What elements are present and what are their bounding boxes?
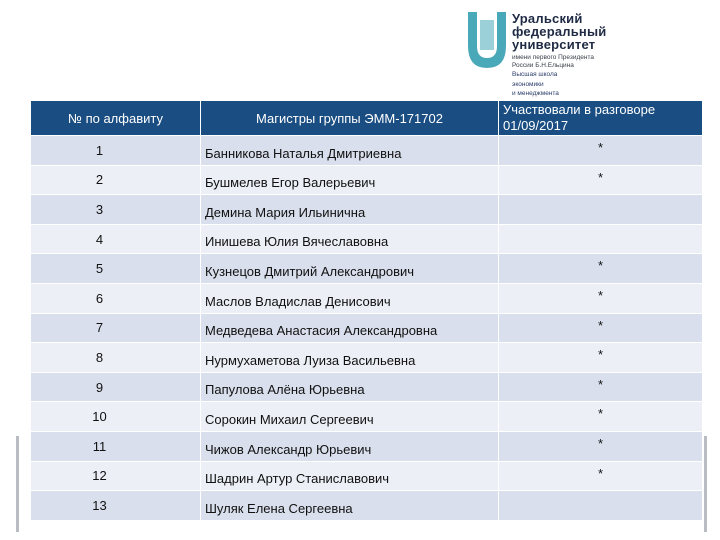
student-name: Шуляк Елена Сергеевна	[201, 491, 499, 521]
table-row	[31, 431, 703, 461]
participation-mark: *	[499, 343, 703, 373]
university-name-line3: университет	[512, 37, 596, 52]
student-name: Медведева Анастасия Александровна	[201, 313, 499, 343]
table-row	[31, 372, 703, 402]
department-line-1: Высшая школа	[512, 71, 558, 78]
participation-mark	[499, 491, 703, 521]
table-row	[31, 283, 703, 313]
student-name: Сорокин Михаил Сергеевич	[201, 402, 499, 432]
column-header-participated: Участвовали в разговоре 01/09/2017	[499, 101, 703, 136]
left-decor-bar	[16, 436, 19, 532]
row-number: 10	[31, 402, 201, 432]
participation-mark: *	[499, 461, 703, 491]
row-number: 6	[31, 283, 201, 313]
table-row	[31, 402, 703, 432]
participation-mark: *	[499, 313, 703, 343]
university-name-line2: федеральный	[512, 24, 607, 39]
table-row	[31, 136, 703, 166]
table-row	[31, 165, 703, 195]
university-name-line1: Уральский	[512, 11, 583, 26]
right-decor-bar	[704, 436, 707, 532]
row-number: 5	[31, 254, 201, 284]
university-subtitle-2: России Б.Н.Ельцина	[512, 61, 574, 69]
student-name: Папулова Алёна Юрьевна	[201, 372, 499, 402]
table-body	[31, 136, 703, 521]
student-name: Кузнецов Дмитрий Александрович	[201, 254, 499, 284]
table-header-row	[31, 101, 703, 136]
student-name: Шадрин Артур Станиславович	[201, 461, 499, 491]
department-line-2: экономики	[512, 80, 544, 88]
student-name: Маслов Владислав Денисович	[201, 283, 499, 313]
student-name: Банникова Наталья Дмитриевна	[201, 136, 499, 166]
participation-mark: *	[499, 165, 703, 195]
column-header-name: Магистры группы ЭММ-171702	[201, 101, 499, 136]
university-logo	[466, 12, 716, 104]
participation-mark: *	[499, 283, 703, 313]
participation-mark: *	[499, 372, 703, 402]
table-row	[31, 343, 703, 373]
row-number: 4	[31, 224, 201, 254]
student-name: Нурмухаметова Луиза Васильевна	[201, 343, 499, 373]
row-number: 7	[31, 313, 201, 343]
student-name: Бушмелев Егор Валерьевич	[201, 165, 499, 195]
urfu-emblem-icon	[466, 12, 508, 74]
row-number: 12	[31, 461, 201, 491]
participation-mark: *	[499, 254, 703, 284]
row-number: 13	[31, 491, 201, 521]
row-number: 2	[31, 165, 201, 195]
roster-table	[30, 100, 703, 521]
participation-mark: *	[499, 402, 703, 432]
student-name: Чижов Александр Юрьевич	[201, 431, 499, 461]
participation-mark: *	[499, 431, 703, 461]
participation-mark	[499, 224, 703, 254]
column-header-number: № по алфавиту	[31, 101, 201, 136]
table-row	[31, 195, 703, 225]
table-row	[31, 461, 703, 491]
student-name: Инишева Юлия Вячеславовна	[201, 224, 499, 254]
row-number: 11	[31, 431, 201, 461]
university-subtitle-1: имени первого Президента	[512, 54, 595, 61]
table-row	[31, 224, 703, 254]
table-row	[31, 313, 703, 343]
university-name	[512, 12, 606, 98]
table-row	[31, 491, 703, 521]
department-line-3: и менеджмента	[512, 90, 559, 97]
student-name: Демина Мария Ильинична	[201, 195, 499, 225]
table-row	[31, 254, 703, 284]
participation-mark: *	[499, 136, 703, 166]
row-number: 1	[31, 136, 201, 166]
row-number: 3	[31, 195, 201, 225]
participation-mark	[499, 195, 703, 225]
row-number: 9	[31, 372, 201, 402]
row-number: 8	[31, 343, 201, 373]
